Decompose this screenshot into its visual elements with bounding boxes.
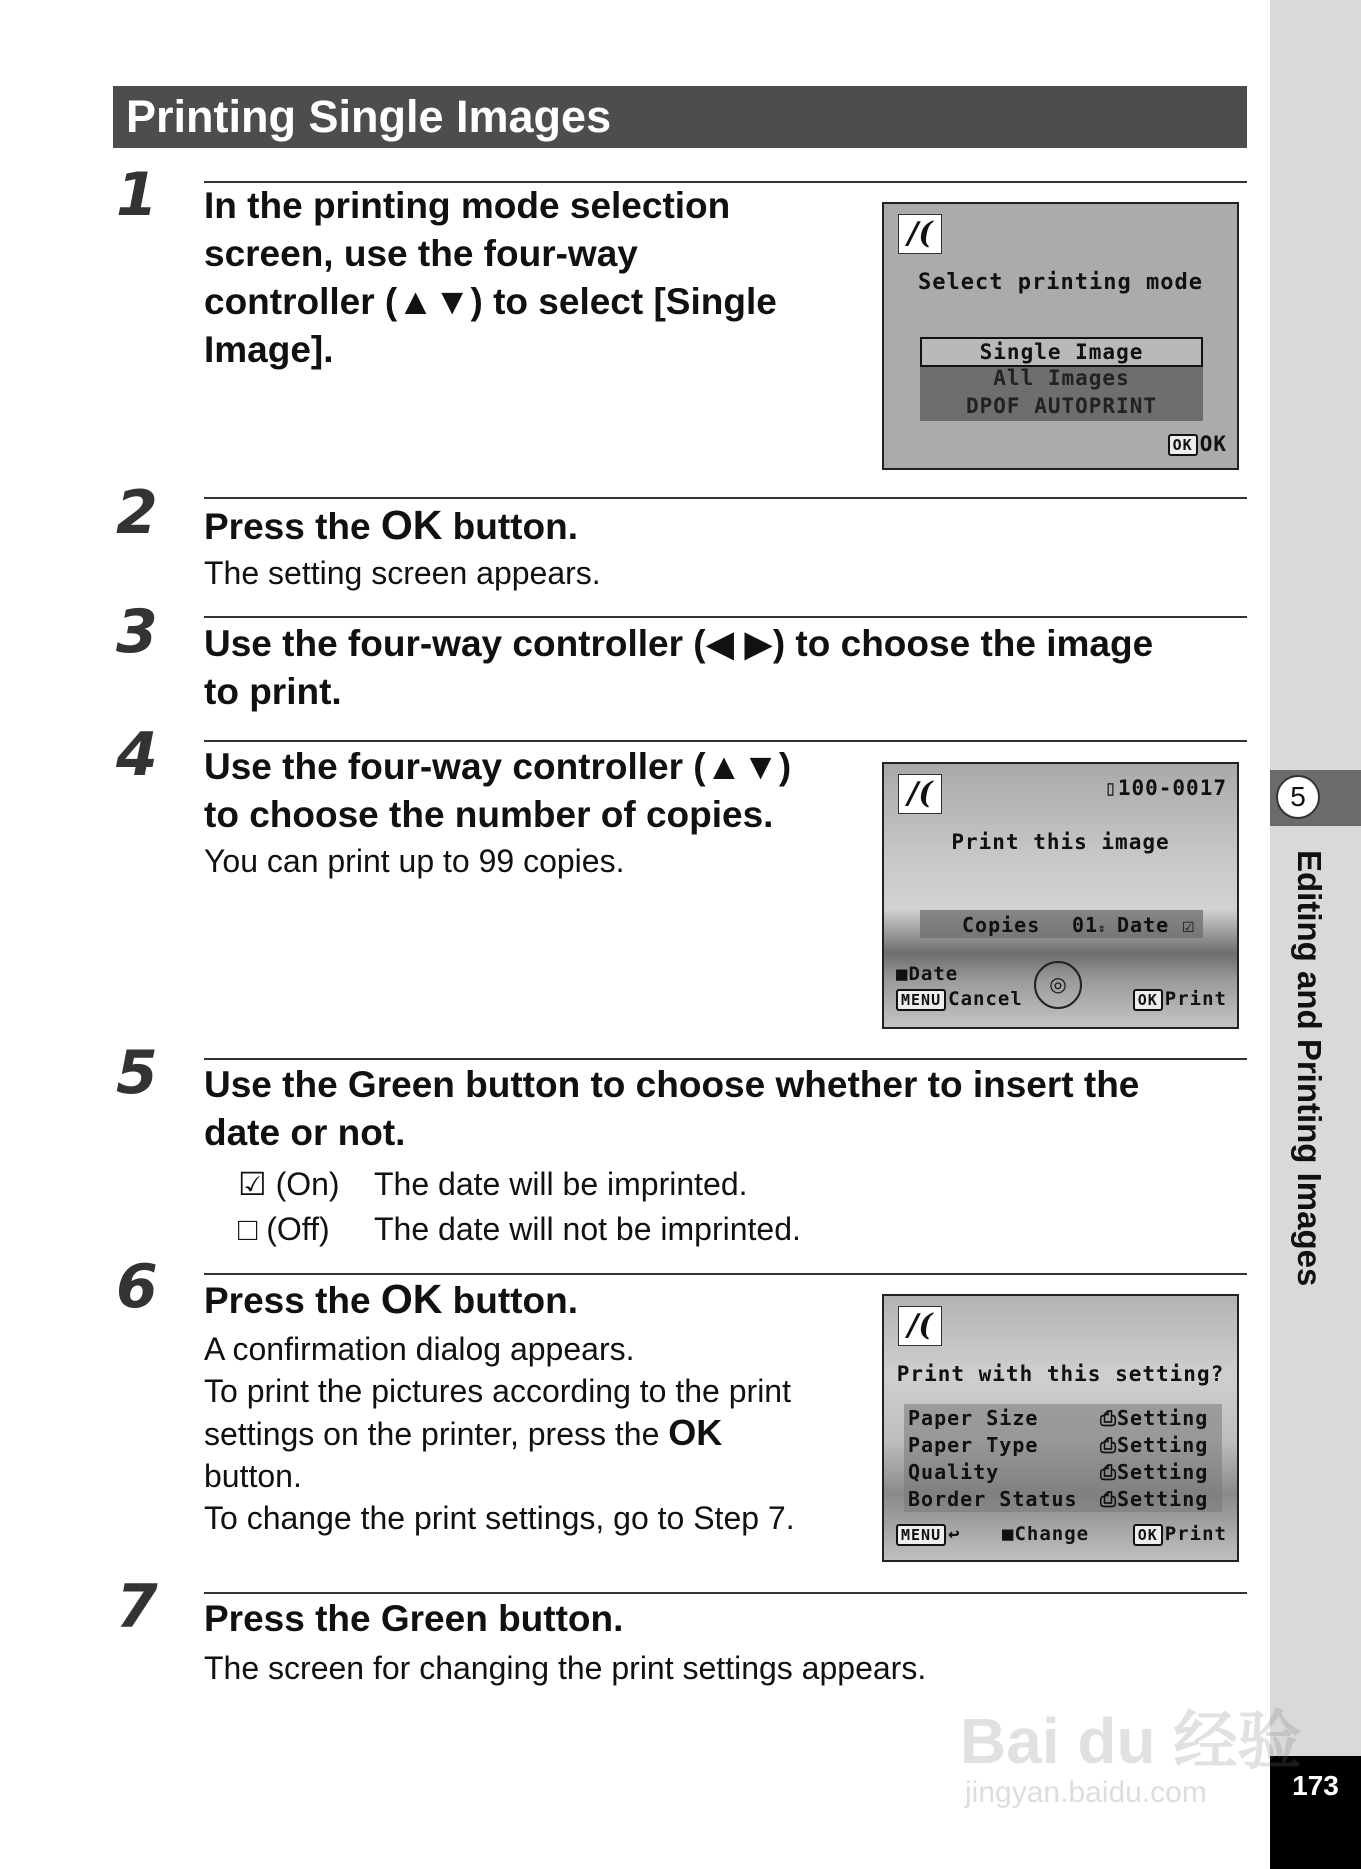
mode-option-selected[interactable]: Single Image bbox=[920, 337, 1203, 367]
setting-value[interactable] bbox=[1100, 1433, 1208, 1457]
print-label: Print bbox=[1164, 988, 1227, 1010]
date-label: Date bbox=[1117, 913, 1170, 937]
body-line: To print the pictures according to the print bbox=[204, 1373, 791, 1409]
file-number bbox=[1104, 776, 1227, 800]
setting-value-text: Setting bbox=[1117, 1433, 1209, 1457]
file-number-text: 100-0017 bbox=[1117, 776, 1227, 800]
ok-control[interactable] bbox=[1168, 432, 1227, 456]
body-line bbox=[204, 1412, 864, 1455]
chapter-title: Editing and Printing Images bbox=[1291, 850, 1328, 1287]
screen-heading: Select printing mode bbox=[918, 270, 1203, 295]
option-description: The date will not be imprinted. bbox=[374, 1211, 801, 1247]
return-arrow-icon: ↩ bbox=[948, 1523, 961, 1545]
setting-value-text: Setting bbox=[1117, 1406, 1209, 1430]
step-7-heading: Press the Green button. bbox=[204, 1598, 624, 1639]
step-6-heading bbox=[204, 1275, 578, 1325]
step-number: 7 bbox=[116, 1572, 158, 1642]
date-on-option bbox=[238, 1163, 748, 1205]
step-4-heading-line: Use the four-way controller (▲▼) bbox=[204, 746, 792, 787]
setting-value[interactable] bbox=[1100, 1460, 1208, 1484]
green-button-icon: ■ bbox=[896, 963, 909, 985]
setting-label: Quality bbox=[908, 1460, 1000, 1484]
memory-card-icon: ▯ bbox=[1104, 776, 1118, 800]
date-off-option bbox=[238, 1208, 801, 1250]
page-title: Printing Single Images bbox=[126, 91, 612, 142]
print-control[interactable] bbox=[1133, 1523, 1227, 1546]
checkbox-checked-icon: ☑ bbox=[1182, 913, 1196, 937]
copies-number: 01 bbox=[1072, 913, 1099, 937]
cancel-control[interactable] bbox=[896, 988, 1023, 1011]
ok-key: OK bbox=[1168, 434, 1198, 456]
print-confirm-screen bbox=[882, 1294, 1239, 1562]
watermark-url: jingyan.baidu.com bbox=[965, 1776, 1207, 1809]
page-number: 173 bbox=[1292, 1770, 1339, 1801]
menu-key: MENU bbox=[896, 1524, 946, 1546]
checkbox-checked-icon: ☑ bbox=[238, 1166, 267, 1202]
setting-value[interactable] bbox=[1100, 1406, 1208, 1430]
option-description: The date will be imprinted. bbox=[374, 1166, 748, 1202]
step-divider bbox=[204, 1058, 1247, 1060]
step-divider bbox=[204, 497, 1247, 499]
date-toggle-label: Date bbox=[908, 963, 959, 985]
heading-text: button. bbox=[442, 506, 578, 547]
watermark: Bai du 经验 bbox=[960, 1705, 1302, 1777]
ok-key: OK bbox=[1133, 1524, 1163, 1546]
green-button-icon: ■ bbox=[1002, 1523, 1015, 1545]
setting-value-text: Setting bbox=[1117, 1460, 1209, 1484]
checkbox-empty-icon: □ bbox=[238, 1211, 258, 1247]
step-number: 6 bbox=[116, 1252, 158, 1322]
ok-button-glyph: OK bbox=[668, 1412, 723, 1453]
ok-label: OK bbox=[1199, 432, 1227, 456]
printer-small-icon: ⎙ bbox=[1100, 1433, 1117, 1457]
step-number: 2 bbox=[116, 478, 158, 548]
setting-value-text: Setting bbox=[1117, 1487, 1209, 1511]
option-state: (Off) bbox=[266, 1211, 330, 1247]
print-control[interactable] bbox=[1133, 988, 1227, 1011]
step-1-heading-line: screen, use the four-way bbox=[204, 233, 638, 274]
ok-key: OK bbox=[1133, 989, 1163, 1011]
printer-icon: /( bbox=[898, 774, 942, 814]
ok-button-glyph: OK bbox=[380, 502, 443, 548]
step-2-body: The setting screen appears. bbox=[204, 555, 601, 591]
four-way-controller-icon: ◎ bbox=[1034, 961, 1082, 1009]
ok-button-glyph: OK bbox=[380, 1276, 443, 1322]
heading-text: Press the bbox=[204, 1280, 381, 1321]
mode-option[interactable]: DPOF AUTOPRINT bbox=[965, 394, 1157, 418]
step-6-body bbox=[204, 1328, 864, 1539]
change-label: Change bbox=[1014, 1523, 1090, 1545]
step-7-body: The screen for changing the print settings appears. bbox=[204, 1650, 927, 1686]
step-5-heading bbox=[204, 1061, 1247, 1157]
step-divider bbox=[204, 616, 1247, 618]
heading-text: button. bbox=[442, 1280, 578, 1321]
date-setting[interactable] bbox=[1117, 913, 1195, 937]
step-4-heading-line: to choose the number of copies. bbox=[204, 794, 774, 835]
printer-small-icon: ⎙ bbox=[1100, 1460, 1117, 1484]
up-down-arrows-icon: ⇕ bbox=[1098, 921, 1107, 935]
copies-label: Copies bbox=[962, 913, 1041, 937]
step-number: 1 bbox=[116, 160, 158, 230]
body-line: To change the print settings, go to Step 7. bbox=[204, 1500, 795, 1536]
change-control[interactable] bbox=[1002, 1523, 1089, 1545]
body-text: settings on the printer, press the bbox=[204, 1416, 669, 1452]
step-number: 4 bbox=[116, 720, 158, 790]
back-control[interactable] bbox=[896, 1523, 961, 1546]
printing-mode-screen bbox=[882, 202, 1239, 470]
step-5-heading-line: date or not. bbox=[204, 1112, 406, 1153]
step-5-heading-line: Use the Green button to choose whether to insert the bbox=[204, 1064, 1140, 1105]
screen-heading: Print this image bbox=[951, 830, 1170, 854]
step-2-heading bbox=[204, 501, 578, 551]
heading-text: Press the bbox=[204, 506, 381, 547]
step-3-heading-line: Use the four-way controller (◀ ▶) to choose the image bbox=[204, 623, 1154, 664]
mode-option[interactable]: All Images bbox=[993, 366, 1130, 390]
printer-icon: /( bbox=[898, 1306, 942, 1346]
screen-heading: Print with this setting? bbox=[896, 1362, 1225, 1386]
setting-label: Border Status bbox=[908, 1487, 1078, 1511]
chapter-number: 5 bbox=[1276, 775, 1320, 819]
step-4-body: You can print up to 99 copies. bbox=[204, 843, 625, 879]
step-1-heading-line: controller (▲▼) to select [Single bbox=[204, 281, 777, 322]
step-number: 3 bbox=[116, 597, 158, 667]
step-number: 5 bbox=[116, 1038, 158, 1108]
setting-label: Paper Size bbox=[908, 1406, 1039, 1430]
printer-small-icon: ⎙ bbox=[1100, 1487, 1117, 1511]
step-1-heading bbox=[204, 182, 854, 374]
step-1-heading-line: Image]. bbox=[204, 329, 334, 370]
step-divider bbox=[204, 1592, 1247, 1594]
body-line: button. bbox=[204, 1458, 302, 1494]
step-4-heading bbox=[204, 743, 864, 839]
copies-value[interactable] bbox=[1072, 913, 1106, 937]
setting-value[interactable] bbox=[1100, 1487, 1208, 1511]
cancel-label: Cancel bbox=[948, 988, 1023, 1010]
step-divider bbox=[204, 740, 1247, 742]
print-image-screen bbox=[882, 762, 1239, 1029]
printer-icon: /( bbox=[898, 214, 942, 254]
step-3-heading-line: to print. bbox=[204, 671, 342, 712]
step-3-heading bbox=[204, 620, 1247, 716]
date-toggle[interactable] bbox=[896, 963, 958, 985]
step-1-heading-line: In the printing mode selection bbox=[204, 185, 731, 226]
print-label: Print bbox=[1164, 1523, 1227, 1545]
printer-small-icon: ⎙ bbox=[1100, 1406, 1117, 1430]
menu-key: MENU bbox=[896, 989, 946, 1011]
body-line: A confirmation dialog appears. bbox=[204, 1331, 635, 1367]
option-state: (On) bbox=[275, 1166, 340, 1202]
setting-label: Paper Type bbox=[908, 1433, 1039, 1457]
